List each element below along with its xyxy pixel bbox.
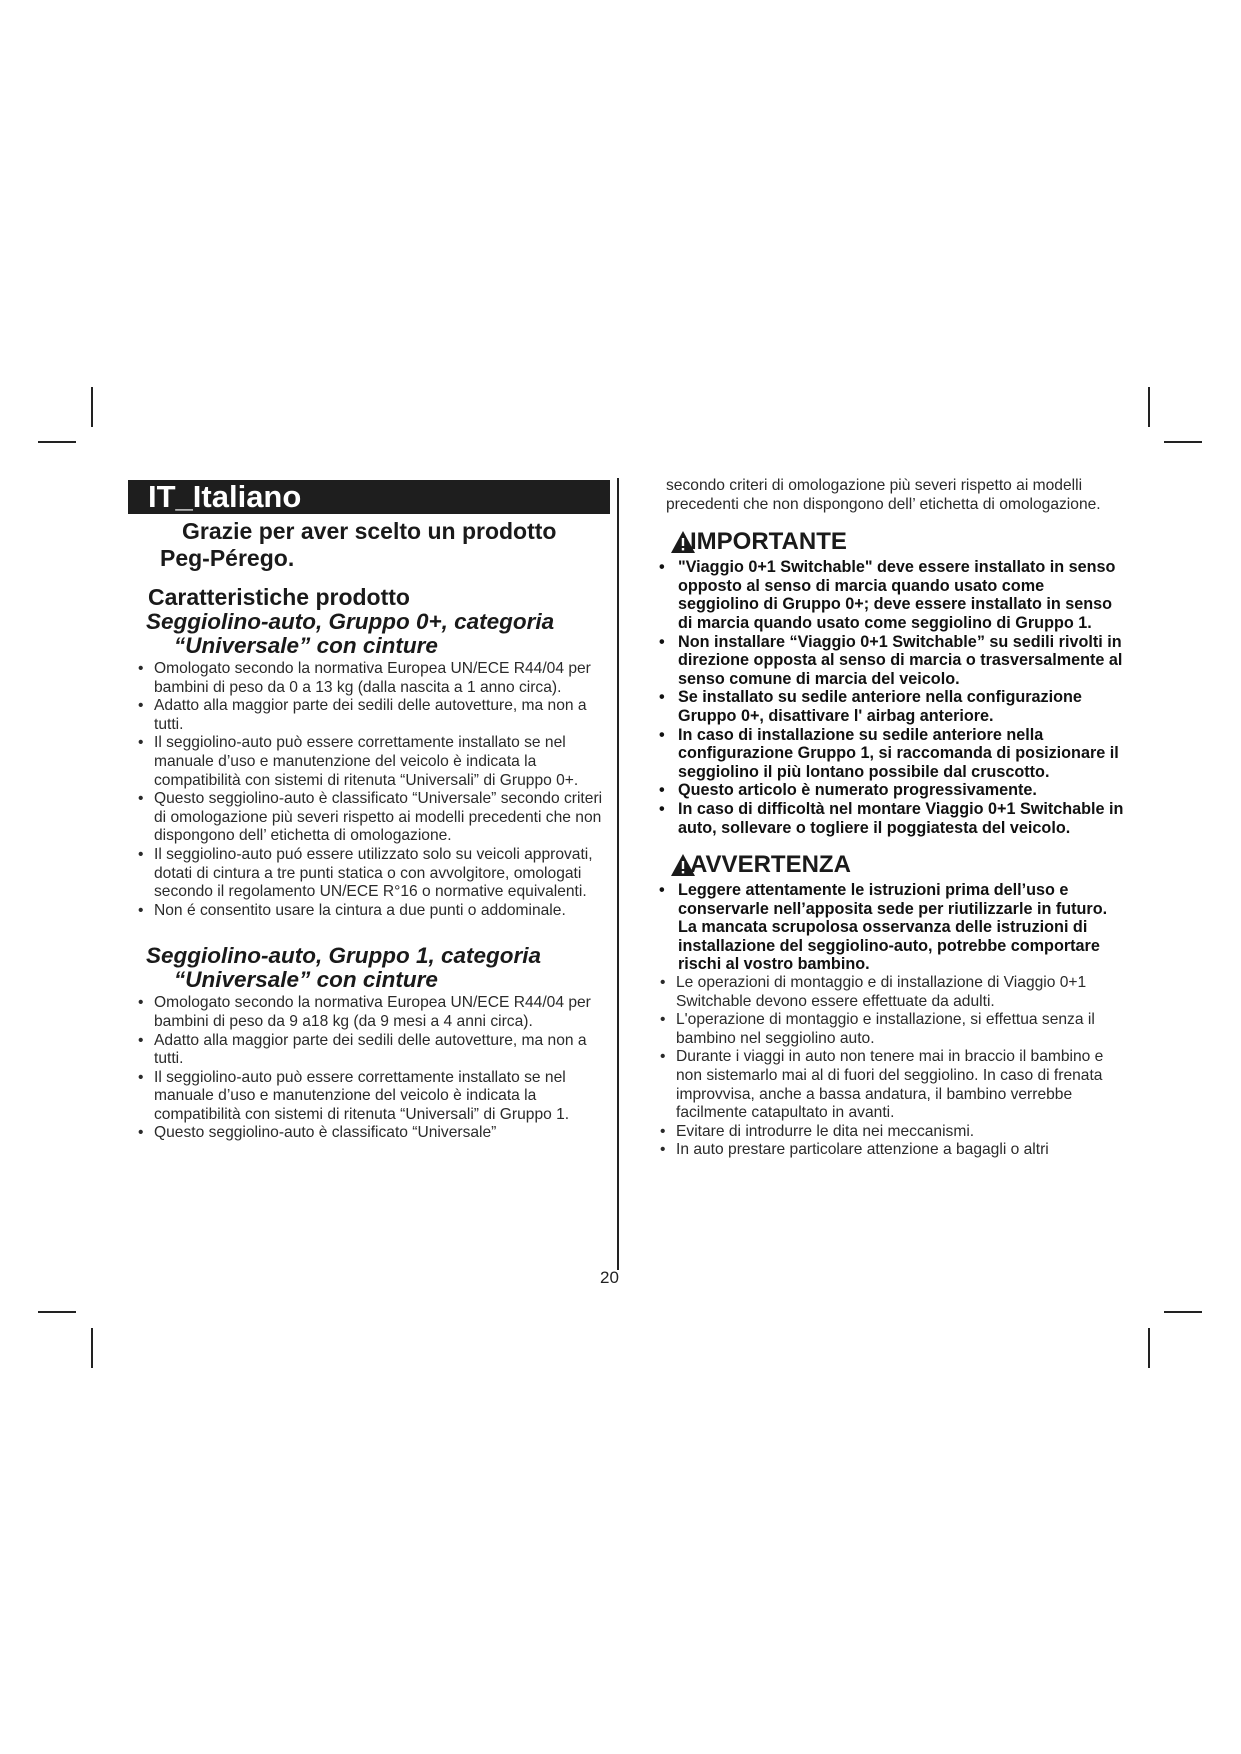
crop-mark xyxy=(38,1311,76,1313)
list-item: • In caso di difficoltà nel montare Viaggio 0+1 Switchable in auto, sollevare o togliere il poggiatesta del veicolo. xyxy=(650,800,1126,837)
group0-list xyxy=(128,660,610,920)
group0-heading-line2: “Universale” con cinture xyxy=(174,633,438,658)
crop-mark xyxy=(1148,387,1150,427)
importante-list xyxy=(650,558,1126,837)
crop-mark xyxy=(91,1328,93,1368)
group1-list xyxy=(128,994,610,1143)
avvertenza-title: AVVERTENZA xyxy=(690,851,851,879)
list-item: • In auto prestare particolare attenzione a bagagli o altri xyxy=(650,1141,1126,1160)
list-item: • Questo seggiolino-auto è classificato “Universale” secondo criteri di omologazione più severi rispetto ai modelli precedenti che non dispongono dell’ etichetta di omologazione. xyxy=(128,790,610,846)
list-item: • Il seggiolino-auto può essere correttamente installato se nel manuale d’uso e manutenzione del veicolo è indicata la compatibilità con sistemi di ritenuta “Universali” di Gruppo 0+. xyxy=(128,734,610,790)
warning-triangle-icon xyxy=(670,853,696,877)
crop-mark xyxy=(1164,441,1202,443)
warning-triangle-icon xyxy=(670,530,696,554)
list-item: • Le operazioni di montaggio e di installazione di Viaggio 0+1 Switchable devono essere effettuate da adulti. xyxy=(650,974,1126,1011)
list-item: • Questo articolo è numerato progressivamente. xyxy=(650,781,1126,800)
thanks-heading: Grazie per aver scelto un prodotto Peg-Pérego. xyxy=(160,518,557,571)
crop-mark xyxy=(1148,1328,1150,1368)
list-item: • Il seggiolino-auto puó essere utilizzato solo su veicoli approvati, dotati di cintura a tre punti statica o con avvolgitore, omologati secondo il regolamento UN/ECE R°16 o normative equivalenti. xyxy=(128,846,610,902)
list-item: • Evitare di introdurre le dita nei meccanismi. xyxy=(650,1123,1126,1142)
group0-heading xyxy=(146,610,610,658)
importante-heading xyxy=(670,528,1126,556)
language-header: IT_Italiano xyxy=(128,480,610,514)
list-item: • Leggere attentamente le istruzioni prima dell’uso e conservarle nell’apposita sede per riutilizzarle in futuro. La mancata scrupolosa osservanza delle istruzioni di installazione del seggiolino-auto, potrebbe comportare rischi al vostro bambino. xyxy=(650,881,1126,974)
page-number: 20 xyxy=(600,1268,619,1287)
features-heading: Caratteristiche prodotto xyxy=(148,584,410,610)
crop-mark xyxy=(38,441,76,443)
list-item: • Questo seggiolino-auto è classificato “Universale” xyxy=(128,1124,610,1143)
list-item: • Il seggiolino-auto può essere correttamente installato se nel manuale d’uso e manutenzione del veicolo è indicata la compatibilità con sistemi di ritenuta “Universali” di Gruppo 1. xyxy=(128,1069,610,1125)
continuation-text: secondo criteri di omologazione più severi rispetto ai modelli precedenti che non dispongono dell’ etichetta di omologazione. xyxy=(666,477,1101,513)
list-item: • Se installato su sedile anteriore nella configurazione Gruppo 0+, disattivare l' airbag anteriore. xyxy=(650,688,1126,725)
group0-heading-line1: Seggiolino-auto, Gruppo 0+, categoria xyxy=(146,609,555,634)
crop-mark xyxy=(91,387,93,427)
list-item: • Adatto alla maggior parte dei sedili delle autovetture, ma non a tutti. xyxy=(128,697,610,734)
right-column xyxy=(650,477,1126,1160)
importante-title: IMPORTANTE xyxy=(690,528,847,556)
list-item: • L'operazione di montaggio e installazione, si effettua senza il bambino nel seggiolino auto. xyxy=(650,1011,1126,1048)
list-item: • Durante i viaggi in auto non tenere mai in braccio il bambino e non sistemarlo mai al di fuori del seggiolino. In caso di frenata improvvisa, anche a bassa andatura, il bambino verrebbe facilmente catapultato in avanti. xyxy=(650,1048,1126,1122)
group1-heading-line2: “Universale” con cinture xyxy=(174,967,438,993)
avvertenza-heading xyxy=(670,851,1126,879)
list-item: • Omologato secondo la normativa Europea UN/ECE R44/04 per bambini di peso da 9 a18 kg (da 9 mesi a 4 anni circa). xyxy=(128,994,610,1031)
crop-mark xyxy=(1164,1311,1202,1313)
column-divider xyxy=(617,478,619,1270)
list-item: • Omologato secondo la normativa Europea UN/ECE R44/04 per bambini di peso da 0 a 13 kg (dalla nascita a 1 anno circa). xyxy=(128,660,610,697)
group1-heading xyxy=(146,944,610,992)
list-item: • Non é consentito usare la cintura a due punti o addominale. xyxy=(128,902,610,921)
list-item: • Non installare “Viaggio 0+1 Switchable” su sedili rivolti in direzione opposta al senso di marcia o trasversalmente al senso comune di marcia del veicolo. xyxy=(650,633,1126,689)
group1-heading-line1: Seggiolino-auto, Gruppo 1, categoria xyxy=(146,943,542,969)
left-column xyxy=(128,480,610,1143)
avvertenza-list xyxy=(650,881,1126,1160)
list-item: • "Viaggio 0+1 Switchable" deve essere installato in senso opposto al senso di marcia quando usato come seggiolino di Gruppo 0+; deve essere installato in senso di marcia quando usato come seggiolino di Gruppo 1. xyxy=(650,558,1126,632)
list-item: • Adatto alla maggior parte dei sedili delle autovetture, ma non a tutti. xyxy=(128,1032,610,1069)
list-item: • In caso di installazione su sedile anteriore nella configurazione Gruppo 1, si raccomanda di posizionare il seggiolino il più lontano possibile dal cruscotto. xyxy=(650,726,1126,782)
